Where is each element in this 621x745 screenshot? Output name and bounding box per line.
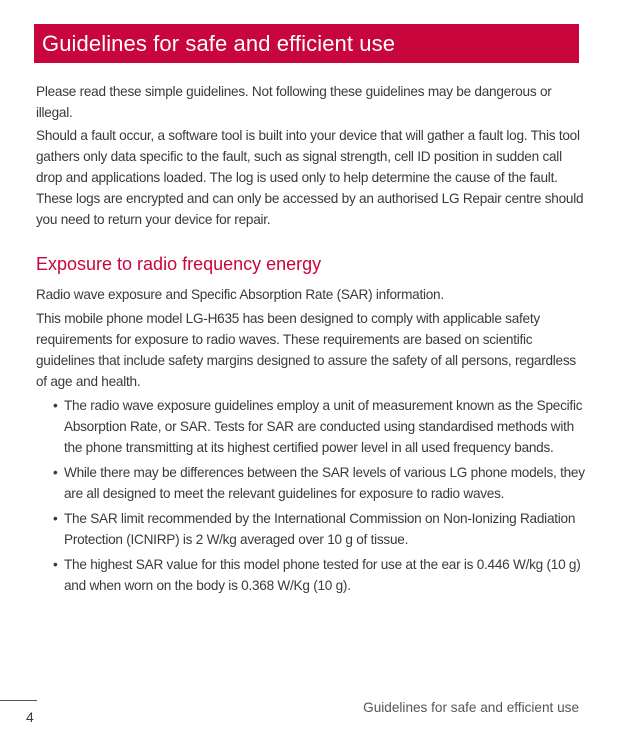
- footer-divider: [0, 700, 37, 701]
- bullet-list: [36, 395, 586, 596]
- bullet-icon: •: [53, 465, 58, 480]
- bullet-icon: •: [53, 557, 58, 572]
- list-item: [36, 508, 586, 550]
- bullet-icon: •: [53, 398, 58, 413]
- section-heading: Exposure to radio frequency energy: [36, 254, 322, 274]
- footer-running-title: Guidelines for safe and efficient use: [363, 700, 579, 715]
- title-bar: [34, 24, 579, 63]
- page-number: 4: [26, 709, 34, 725]
- main-content: [36, 81, 586, 600]
- intro-paragraph-1: Please read these simple guidelines. Not following these guidelines may be dangerous or illegal.: [36, 84, 552, 120]
- bullet-icon: •: [53, 511, 58, 526]
- list-item-text: The highest SAR value for this model phone tested for use at the ear is 0.446 W/kg (10 g) and when worn on the body is 0.368 W/Kg (10 g).: [64, 557, 581, 593]
- list-item: [36, 554, 586, 596]
- section-paragraph-2: This mobile phone model LG-H635 has been designed to comply with applicable safety requirements for exposure to radio waves. These requirements are based on scientific guidelines that include safety margins designed to assure the safety of all persons, regardless of age and health.: [36, 311, 576, 389]
- section-paragraph-1: Radio wave exposure and Specific Absorption Rate (SAR) information.: [36, 287, 444, 302]
- list-item: [36, 462, 586, 504]
- intro-paragraph-2: Should a fault occur, a software tool is built into your device that will gather a fault log. This tool gathers only data specific to the fault, such as signal strength, cell ID position in sudden call drop and applications loaded. The log is used only to help determine the cause of the fault. These logs are encrypted and can only be accessed by an authorised LG Repair centre should you need to return your device for repair.: [36, 128, 584, 227]
- list-item-text: The radio wave exposure guidelines employ a unit of measurement known as the Specific Absorption Rate, or SAR. Tests for SAR are conducted using standardised methods with the phone transmitting at its highest certified power level in all used frequency bands.: [64, 398, 583, 455]
- list-item: [36, 395, 586, 458]
- list-item-text: While there may be differences between the SAR levels of various LG phone models, they are all designed to meet the relevant guidelines for exposure to radio waves.: [64, 465, 585, 501]
- page-title: Guidelines for safe and efficient use: [42, 30, 396, 56]
- list-item-text: The SAR limit recommended by the International Commission on Non-Ionizing Radiation Protection (ICNIRP) is 2 W/kg averaged over 10 g of tissue.: [64, 511, 576, 547]
